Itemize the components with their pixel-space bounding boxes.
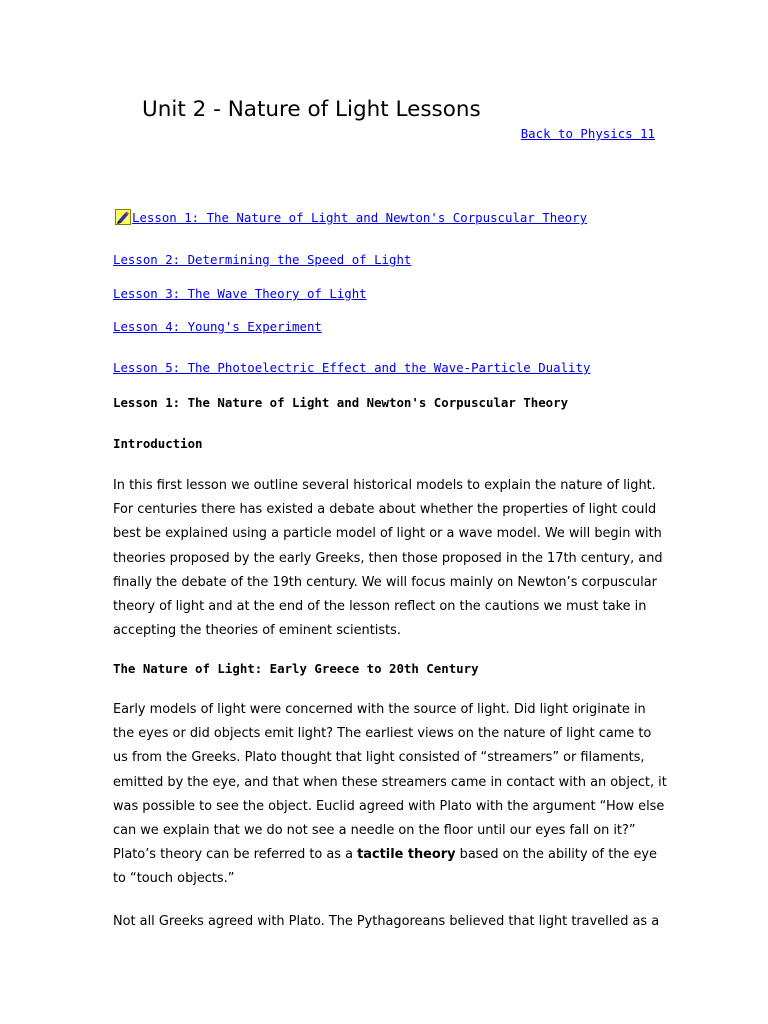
lesson-link-3[interactable]: Lesson 3: The Wave Theory of Light	[113, 286, 367, 301]
tactile-text-after: based on the ability of the eye	[455, 847, 657, 863]
paragraph-line: theories proposed by the early Greeks, then those proposed in the 17th century, and	[113, 550, 663, 566]
lesson-link-2[interactable]: Lesson 2: Determining the Speed of Light	[113, 252, 412, 267]
lesson-link-1[interactable]	[115, 209, 587, 227]
paragraph-line: accepting the theories of eminent scientists.	[113, 623, 401, 639]
paragraph-line: us from the Greeks. Plato thought that light consisted of “streamers” or filaments,	[113, 750, 645, 766]
early-models-paragraph	[113, 698, 667, 892]
pythagoreans-paragraph	[113, 910, 658, 934]
tactile-text-before: Plato’s theory can be referred to as a	[113, 847, 358, 863]
paragraph-line: finally the debate of the 19th century. We will focus mainly on Newton’s corpuscular	[113, 574, 657, 590]
paragraph-line: Early models of light were concerned with the source of light. Did light originate in	[113, 702, 646, 717]
section-heading: The Nature of Light: Early Greece to 20th Century	[113, 661, 479, 676]
paragraph-line: theory of light and at the end of the lesson reflect on the cautions we must take in	[113, 598, 647, 614]
back-to-physics-link[interactable]: Back to Physics 11	[520, 126, 655, 141]
lesson-link-4[interactable]: Lesson 4: Young's Experiment	[113, 319, 322, 334]
introduction-heading: Introduction	[113, 436, 203, 451]
paragraph-line: best be explained using a particle model of light or a wave model. We will begin with	[113, 526, 662, 542]
paragraph-line: to “touch objects.”	[113, 871, 235, 887]
paragraph-line: Not all Greeks agreed with Plato. The Pythagoreans believed that light travelled as a	[113, 914, 660, 929]
tactile-theory-term: tactile theory	[357, 847, 456, 863]
page-title: Unit 2 - Nature of Light Lessons	[142, 97, 481, 122]
introduction-paragraph	[113, 474, 663, 643]
paragraph-line	[113, 843, 658, 867]
paragraph-line: In this first lesson we outline several historical models to explain the nature of light.	[113, 478, 656, 493]
lesson-heading: Lesson 1: The Nature of Light and Newton's Corpuscular Theory	[113, 395, 569, 410]
paragraph-line: can we explain that we do not see a needle on the floor until our eyes fall on it?”	[113, 822, 636, 838]
lesson-link-5[interactable]: Lesson 5: The Photoelectric Effect and the Wave-Particle Duality	[113, 360, 591, 375]
paragraph-line: emitted by the eye, and that when these streamers came in contact with an object, it	[113, 774, 667, 790]
paragraph-line: the eyes or did objects emit light? The earliest views on the nature of light came to	[113, 726, 652, 742]
paragraph-line: was possible to see the object. Euclid agreed with Plato with the argument “How else	[113, 798, 665, 814]
lesson-link-label[interactable]: Lesson 1: The Nature of Light and Newton's Corpuscular Theory	[132, 210, 588, 225]
paragraph-line: For centuries there has existed a debate about whether the properties of light could	[113, 502, 657, 518]
pencil-icon	[115, 209, 131, 225]
